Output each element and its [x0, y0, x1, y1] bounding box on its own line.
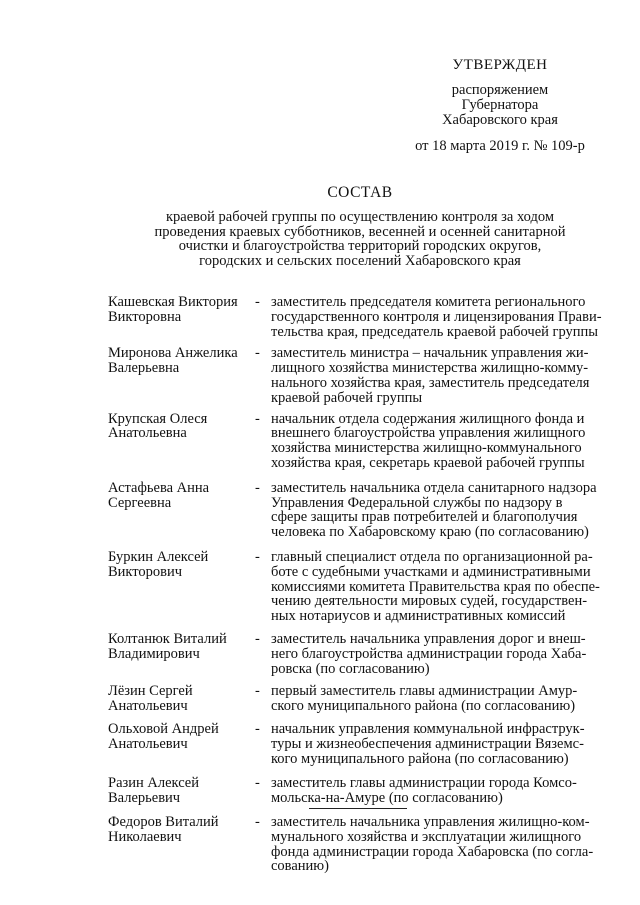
member-role-line: мольска-на-Амуре (по согласованию): [271, 790, 503, 807]
document-heading: [100, 184, 620, 268]
member-dash: -: [255, 479, 260, 496]
member-role-line: заместитель главы администрации города Комсо-: [271, 775, 577, 792]
member-name-line: Владимирович: [108, 645, 200, 662]
document-subtitle: [100, 210, 620, 268]
member-name-line: Сергеевна: [108, 494, 172, 511]
member-name: [108, 776, 253, 806]
member-role-line: нального хозяйства края, заместитель председателя: [271, 374, 590, 391]
member-role-line: мунального хозяйства и эксплуатации жилищного: [271, 828, 582, 845]
member-role: [271, 481, 608, 540]
member-name-line: Валерьевич: [108, 790, 181, 807]
member-entry: [108, 776, 608, 806]
subtitle-line: городских и сельских поселений Хабаровского края: [199, 252, 521, 269]
member-name: [108, 815, 253, 845]
member-role-line: сфере защиты прав потребителей и благополучия: [271, 509, 578, 526]
member-name-line: Кашевская Виктория: [108, 294, 238, 310]
member-role-line: комиссиями комитета Правительства края по обеспе-: [271, 578, 600, 595]
member-role-line: заместитель председателя комитета регионального: [271, 294, 586, 310]
member-role-line: ных нотариусов и административных комиссий: [271, 608, 566, 625]
member-role-line: фонда администрации города Хабаровска (по согла-: [271, 843, 594, 860]
approval-line: Губернатора: [461, 97, 539, 113]
member-role-line: сованию): [271, 858, 329, 875]
member-name-line: Колтанюк Виталий: [108, 630, 227, 647]
member-role-line: чению деятельности мировых судей, государствен-: [271, 593, 588, 610]
member-entry: [108, 346, 608, 405]
member-role-line: заместитель министра – начальник управления жи-: [271, 345, 589, 362]
member-name: [108, 684, 253, 714]
subtitle-line: краевой рабочей группы по осуществлению контроля за ходом: [165, 209, 555, 225]
member-role-line: начальник отдела содержания жилищного фонда и: [271, 410, 585, 427]
member-name-line: Федоров Виталий: [108, 813, 219, 830]
member-role: [271, 412, 608, 471]
members-list: [108, 295, 608, 874]
member-role: [271, 815, 608, 874]
member-name-line: Валерьевна: [108, 360, 180, 377]
member-dash: -: [255, 345, 260, 362]
member-role: [271, 632, 608, 676]
member-role-line: государственного контроля и лицензирования Прави-: [271, 308, 602, 325]
member-role: [271, 346, 608, 405]
member-name: [108, 481, 253, 511]
member-role-line: внешнего благоустройства управления жилищного: [271, 425, 586, 442]
member-role-line: кого муниципального района (по согласованию): [271, 750, 569, 767]
member-name-line: Разин Алексей: [108, 775, 200, 792]
member-name-line: Лёзин Сергей: [108, 683, 193, 700]
member-role-line: него благоустройства администрации города Хаба-: [271, 645, 587, 662]
member-dash: -: [255, 683, 260, 700]
member-role-line: туры и жизнеобеспечения администрации Вяземс-: [271, 735, 584, 752]
member-role-line: первый заместитель главы администрации Амур-: [271, 683, 578, 700]
member-name: [108, 412, 253, 442]
member-dash: -: [255, 294, 260, 310]
approved-stamp-title: УТВЕРЖДЕН: [452, 57, 548, 73]
member-name-line: Анатольевич: [108, 735, 188, 752]
member-entry: [108, 550, 608, 624]
closing-divider: [309, 808, 407, 809]
member-entry: [108, 722, 608, 766]
member-name: [108, 632, 253, 662]
member-name-line: Крупская Олеся: [108, 410, 208, 427]
member-dash: -: [255, 813, 260, 830]
member-role-line: главный специалист отдела по организационной ра-: [271, 548, 593, 565]
member-entry: [108, 412, 608, 471]
member-dash: -: [255, 630, 260, 647]
member-name-line: Анатольевна: [108, 425, 187, 442]
member-role-line: боте с судебными участками и административными: [271, 563, 591, 580]
member-role-line: заместитель начальника отдела санитарного надзора: [271, 479, 597, 496]
member-role-line: заместитель начальника управления дорог и внеш-: [271, 630, 586, 647]
subtitle-line: проведения краевых субботников, весенней и осенней санитарной: [154, 223, 566, 240]
member-name-line: Астафьева Анна: [108, 479, 210, 496]
member-name-line: Миронова Анжелика: [108, 345, 238, 362]
member-role-line: хозяйства министерства жилищно-коммунального: [271, 440, 582, 457]
member-name-line: Викторовна: [108, 308, 182, 325]
member-role: [271, 684, 608, 714]
approval-block: [395, 58, 605, 154]
member-name-line: Николаевич: [108, 828, 182, 845]
member-role: [271, 722, 608, 766]
member-name-line: Анатольевич: [108, 698, 188, 715]
member-entry: [108, 684, 608, 714]
member-role: [271, 550, 608, 624]
member-role-line: краевой рабочей группы: [271, 389, 423, 406]
member-entry: [108, 815, 608, 874]
member-entry: [108, 481, 608, 540]
member-role: [271, 776, 608, 806]
member-name-line: Ольховой Андрей: [108, 720, 219, 737]
member-entry: [108, 632, 608, 676]
member-role-line: начальник управления коммунальной инфраструк-: [271, 720, 585, 737]
member-role-line: Управления Федеральной службы по надзору в: [271, 494, 563, 511]
member-name: [108, 722, 253, 752]
member-dash: -: [255, 410, 260, 427]
member-dash: -: [255, 775, 260, 792]
subtitle-line: очистки и благоустройства территорий городских округов,: [178, 238, 542, 255]
member-role-line: тельства края, председатель краевой рабочей группы: [271, 323, 599, 340]
member-name: [108, 346, 253, 376]
member-name: [108, 550, 253, 580]
approval-line: распоряжением: [451, 82, 549, 98]
member-role-line: ровска (по согласованию): [271, 660, 430, 677]
document-title: СОСТАВ: [327, 184, 393, 201]
member-role-line: человека по Хабаровскому краю (по согласованию): [271, 524, 589, 541]
member-entry: [108, 295, 608, 339]
approval-line: Хабаровского края: [442, 112, 558, 128]
member-name-line: Буркин Алексей: [108, 548, 209, 565]
member-dash: -: [255, 548, 260, 565]
member-role: [271, 295, 608, 339]
member-role-line: лищного хозяйства министерства жилищно-комму-: [271, 360, 589, 377]
member-role-line: хозяйства края, секретарь краевой рабочей группы: [271, 454, 585, 471]
member-role-line: ского муниципального района (по согласованию): [271, 698, 576, 715]
member-name-line: Викторович: [108, 563, 183, 580]
member-role-line: заместитель начальника управления жилищно-ком-: [271, 813, 590, 830]
approval-date: от 18 марта 2019 г. № 109-р: [415, 138, 585, 154]
member-dash: -: [255, 720, 260, 737]
member-name: [108, 295, 253, 325]
